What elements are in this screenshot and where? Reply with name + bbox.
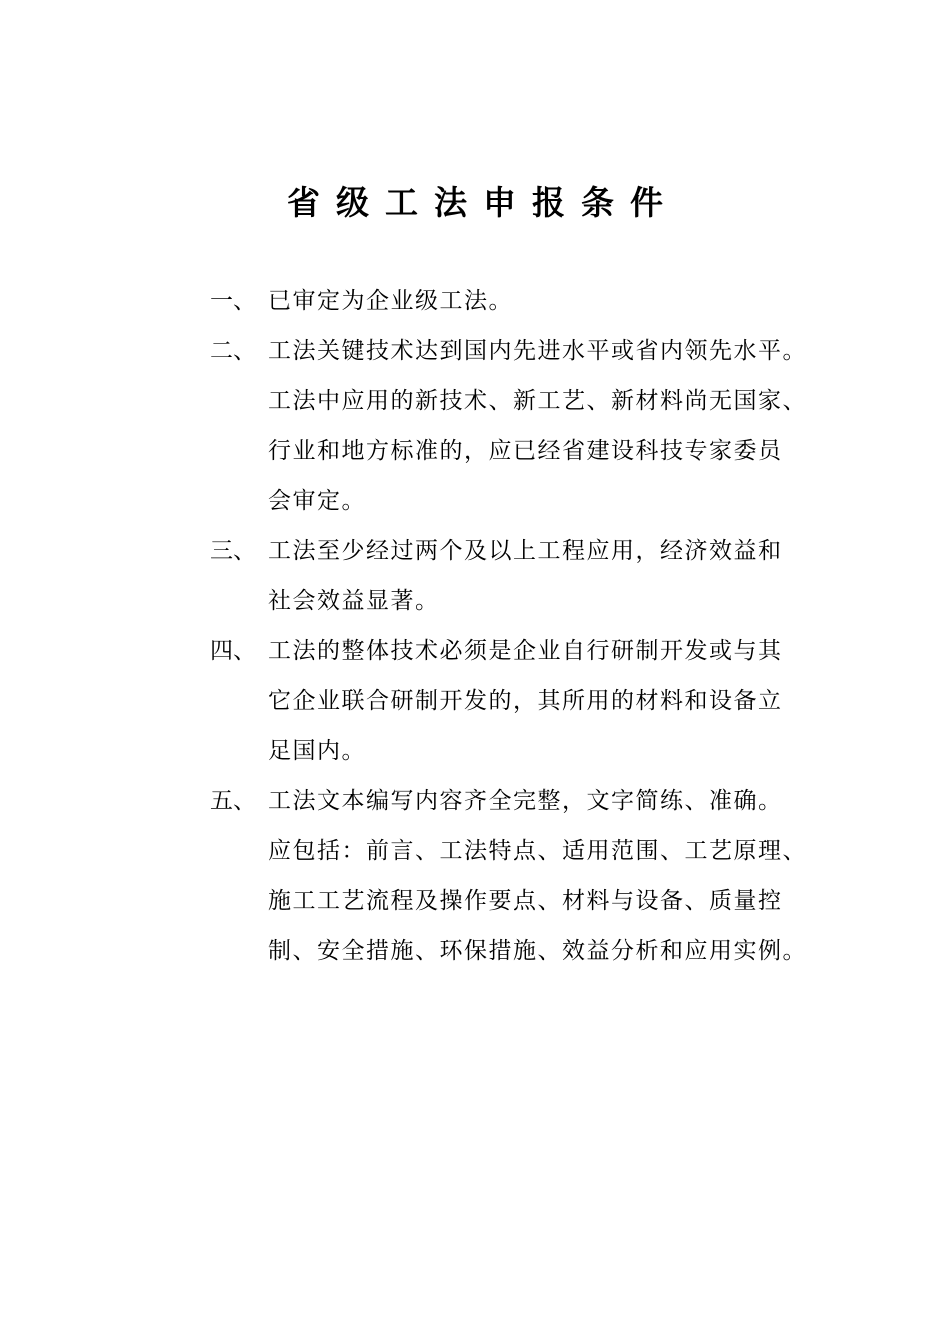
- list-item: [210, 776, 850, 976]
- item-line: 行业和地方标准的，应已经省建设科技专家委员: [268, 438, 783, 464]
- item-line: 会审定。: [268, 488, 366, 514]
- item-number: 二、: [210, 338, 256, 364]
- item-line: 工法中应用的新技术、新工艺、新材料尚无国家、: [268, 388, 807, 414]
- item-line: 应包括：前言、工法特点、适用范围、工艺原理、: [268, 838, 807, 864]
- document-title: 省级工法申报条件: [287, 183, 679, 222]
- item-number: 一、: [210, 288, 256, 314]
- item-line: 施工工艺流程及操作要点、材料与设备、质量控: [268, 888, 783, 914]
- item-number: 五、: [210, 788, 256, 814]
- list-item: [210, 626, 850, 776]
- item-text: [268, 326, 850, 526]
- item-line: 它企业联合研制开发的，其所用的材料和设备立: [268, 688, 783, 714]
- item-line: 社会效益显著。: [268, 588, 440, 614]
- list-item: [210, 526, 850, 626]
- item-line: 工法关键技术达到国内先进水平或省内领先水平。: [268, 338, 807, 364]
- item-line: 足国内。: [268, 738, 366, 764]
- requirements-list: [210, 276, 850, 976]
- item-line: 制、安全措施、环保措施、效益分析和应用实例。: [268, 938, 807, 964]
- item-line: 工法至少经过两个及以上工程应用，经济效益和: [268, 538, 783, 564]
- item-text: [268, 626, 850, 776]
- item-line: 工法的整体技术必须是企业自行研制开发或与其: [268, 638, 783, 664]
- item-text: [268, 776, 850, 976]
- list-item: [210, 276, 850, 326]
- item-number: 四、: [210, 638, 256, 664]
- item-number: 三、: [210, 538, 256, 564]
- list-item: [210, 326, 850, 526]
- item-line: 工法文本编写内容齐全完整，文字简练、准确。: [268, 788, 783, 814]
- item-line: 已审定为企业级工法。: [268, 288, 513, 314]
- item-text: [268, 276, 850, 326]
- item-text: [268, 526, 850, 626]
